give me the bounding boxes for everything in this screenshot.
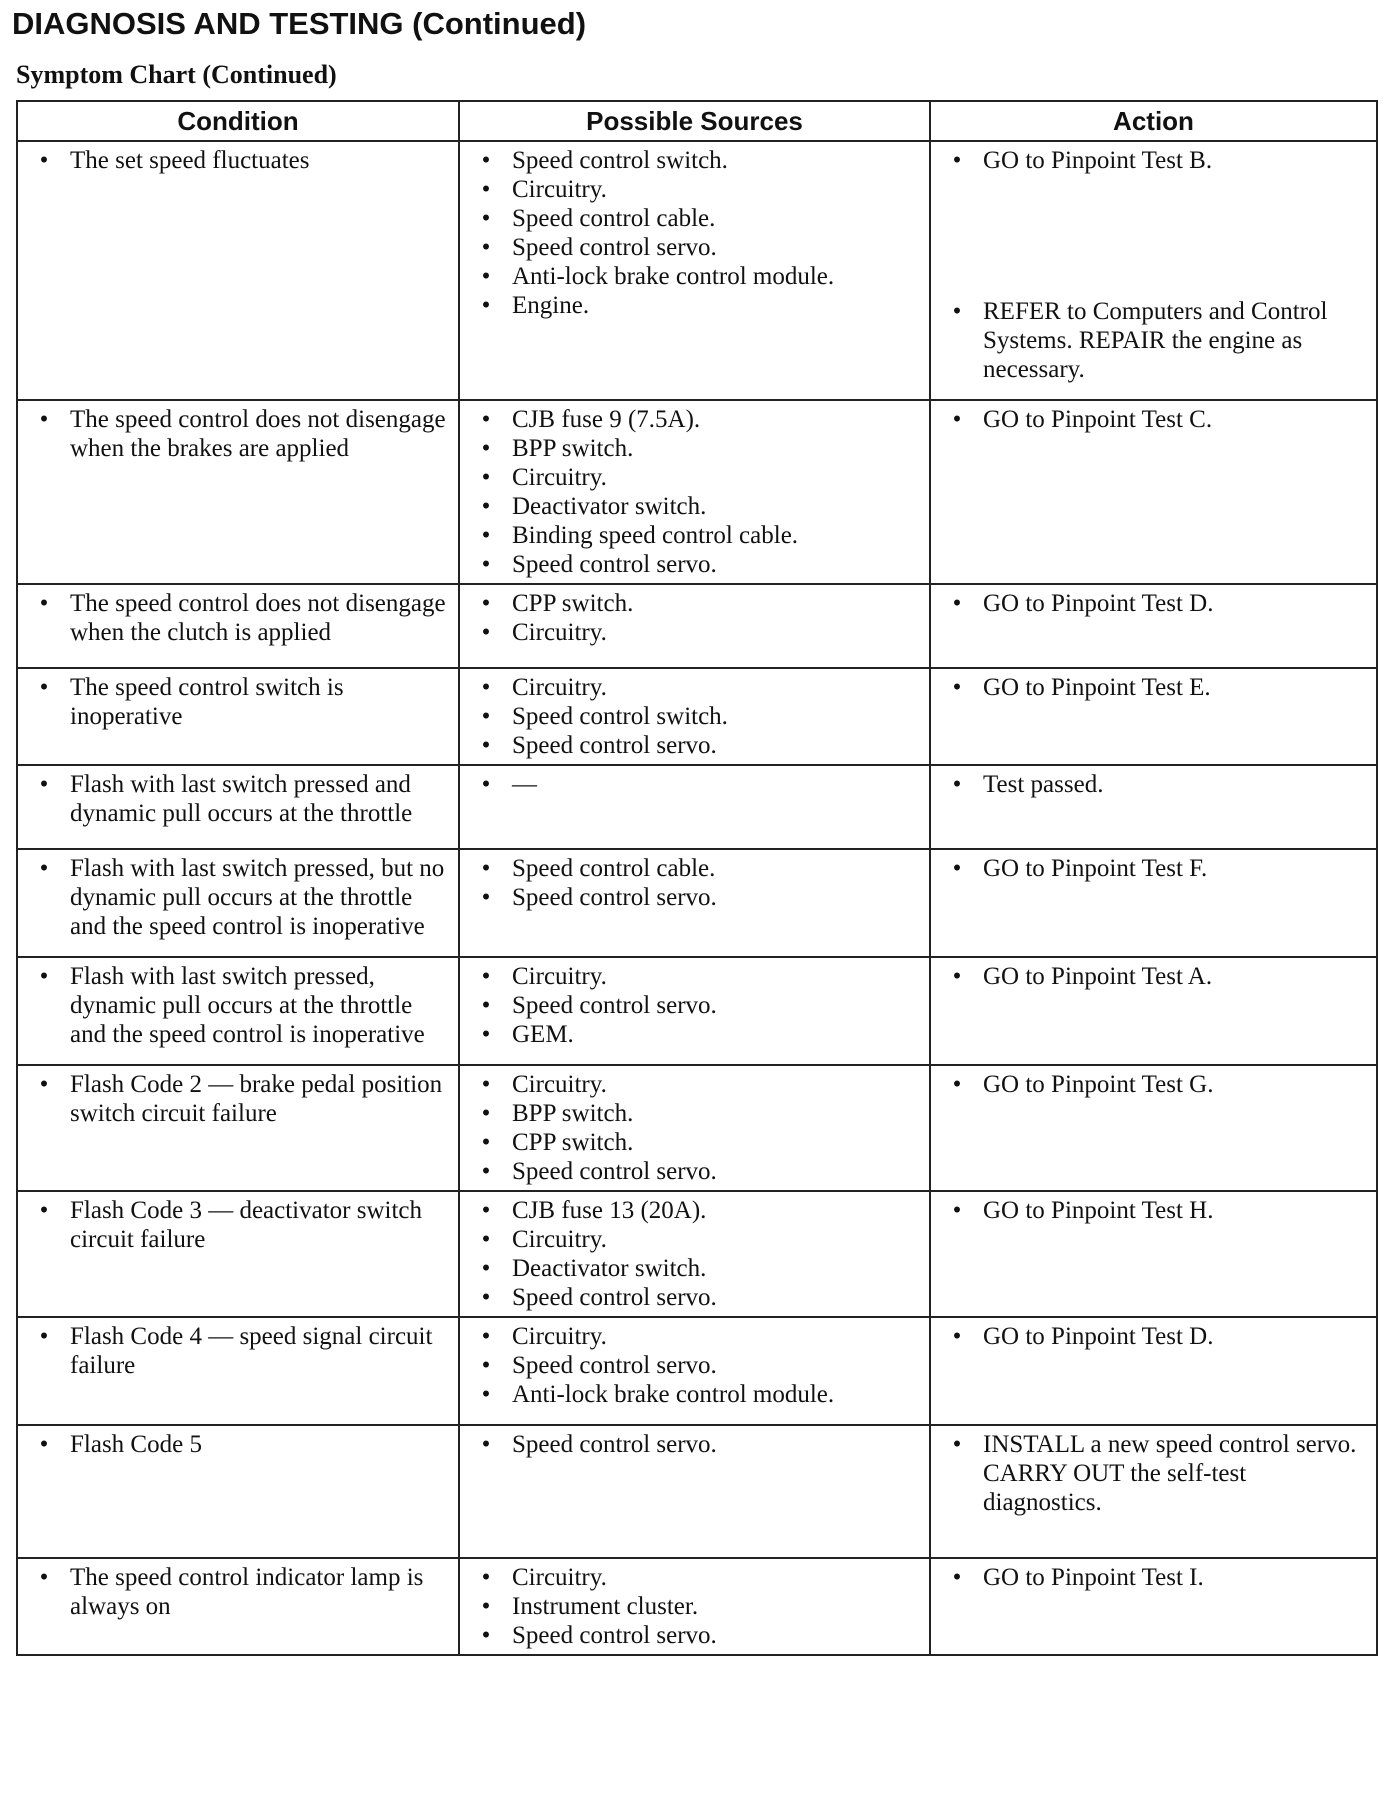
table-row: [17, 141, 1377, 400]
sources-text: CPP switch.: [512, 590, 634, 617]
bullet-icon: •: [39, 963, 49, 990]
sources-item: [470, 854, 919, 883]
actions-cell: [930, 1191, 1377, 1317]
sources-text: Circuitry.: [512, 963, 607, 990]
actions-text: GO to Pinpoint Test A.: [983, 963, 1213, 990]
sources-item: [470, 673, 919, 702]
condition-item: [28, 673, 448, 731]
bullet-icon: •: [481, 1100, 491, 1127]
condition-cell: [17, 400, 459, 584]
condition-list: [28, 1322, 448, 1380]
sources-cell: [459, 1425, 930, 1558]
bullet-icon: •: [481, 1021, 491, 1048]
condition-list: [28, 673, 448, 731]
sources-cell: [459, 141, 930, 400]
actions-text: GO to Pinpoint Test G.: [983, 1071, 1214, 1098]
condition-list: [28, 1196, 448, 1254]
bullet-icon: •: [481, 590, 491, 617]
sources-text: Speed control servo.: [512, 732, 717, 759]
actions-list: [941, 1070, 1366, 1099]
bullet-icon: •: [481, 1226, 491, 1253]
condition-item: [28, 405, 448, 463]
sources-cell: [459, 765, 930, 849]
sources-item: [470, 962, 919, 991]
condition-list: [28, 962, 448, 1049]
section-heading: DIAGNOSIS AND TESTING (Continued): [12, 6, 587, 41]
condition-item: [28, 1563, 448, 1621]
condition-cell: [17, 668, 459, 765]
actions-list: [941, 1322, 1366, 1351]
sources-list: [470, 1196, 919, 1312]
bullet-icon: •: [39, 406, 49, 433]
sources-item: [470, 1157, 919, 1186]
sources-item: [470, 1621, 919, 1650]
condition-cell: [17, 584, 459, 668]
actions-list: [941, 405, 1366, 434]
sources-item: [470, 1128, 919, 1157]
condition-list: [28, 770, 448, 828]
sources-text: Speed control switch.: [512, 703, 728, 730]
condition-cell: [17, 957, 459, 1065]
sources-item: [470, 991, 919, 1020]
sources-item: [470, 731, 919, 760]
condition-cell: [17, 1317, 459, 1425]
bullet-icon: •: [481, 263, 491, 290]
condition-cell: [17, 141, 459, 400]
actions-item: [941, 962, 1366, 991]
condition-item: [28, 1196, 448, 1254]
sources-text: Binding speed control cable.: [512, 522, 799, 549]
condition-item: [28, 1430, 448, 1459]
bullet-icon: •: [481, 1381, 491, 1408]
condition-text: The set speed fluctuates: [70, 147, 310, 174]
sources-text: Speed control servo.: [512, 1622, 717, 1649]
bullet-icon: •: [481, 1352, 491, 1379]
sources-text: Circuitry.: [512, 674, 607, 701]
bullet-icon: •: [481, 551, 491, 578]
actions-cell: [930, 1317, 1377, 1425]
condition-list: [28, 1563, 448, 1621]
condition-item: [28, 146, 448, 175]
sources-text: Engine.: [512, 292, 590, 319]
column-header-possible-sources: Possible Sources: [459, 101, 930, 141]
sources-text: Anti-lock brake control module.: [512, 1381, 835, 1408]
actions-item: [941, 146, 1366, 175]
actions-text: GO to Pinpoint Test E.: [983, 674, 1211, 701]
actions-text: GO to Pinpoint Test C.: [983, 406, 1213, 433]
sources-text: Speed control servo.: [512, 884, 717, 911]
actions-item: [941, 1563, 1366, 1592]
sources-text: Speed control cable.: [512, 855, 716, 882]
sources-item: [470, 1563, 919, 1592]
sources-list: [470, 1322, 919, 1409]
sources-text: Speed control servo.: [512, 1352, 717, 1379]
sources-list: [470, 673, 919, 760]
sources-item: [470, 1322, 919, 1351]
actions-text: GO to Pinpoint Test B.: [983, 147, 1213, 174]
sources-item: [470, 405, 919, 434]
condition-text: The speed control does not disengage when the brakes are applied: [70, 406, 446, 462]
actions-text: Test passed.: [983, 771, 1104, 798]
condition-list: [28, 589, 448, 647]
sources-list: [470, 770, 919, 799]
sources-item: [470, 1070, 919, 1099]
actions-cell: [930, 765, 1377, 849]
sources-cell: [459, 584, 930, 668]
bullet-icon: •: [481, 1622, 491, 1649]
actions-list: [941, 146, 1366, 384]
sources-cell: [459, 400, 930, 584]
bullet-icon: •: [481, 1129, 491, 1156]
sources-text: GEM.: [512, 1021, 574, 1048]
sources-text: Circuitry.: [512, 464, 607, 491]
sources-item: [470, 146, 919, 175]
bullet-icon: •: [39, 1564, 49, 1591]
condition-item: [28, 770, 448, 828]
chart-title: Symptom Chart (Continued): [16, 60, 337, 89]
bullet-icon: •: [952, 147, 962, 174]
condition-text: The speed control does not disengage when the clutch is applied: [70, 590, 446, 646]
sources-text: Speed control servo.: [512, 551, 717, 578]
sources-text: Circuitry.: [512, 1226, 607, 1253]
condition-cell: [17, 1558, 459, 1655]
condition-text: Flash Code 5: [70, 1431, 202, 1458]
condition-text: Flash with last switch pressed, but no dynamic pull occurs at the throttle and the speed control is inoperative: [70, 855, 445, 940]
table-row: [17, 1065, 1377, 1191]
sources-text: Speed control servo.: [512, 1158, 717, 1185]
table-body: [17, 141, 1377, 1655]
actions-list: [941, 962, 1366, 991]
bullet-icon: •: [481, 205, 491, 232]
bullet-icon: •: [481, 1593, 491, 1620]
bullet-icon: •: [481, 522, 491, 549]
condition-text: The speed control indicator lamp is always on: [70, 1564, 424, 1620]
actions-item: [941, 1070, 1366, 1099]
condition-cell: [17, 1191, 459, 1317]
bullet-icon: •: [481, 674, 491, 701]
condition-text: Flash with last switch pressed, dynamic pull occurs at the throttle and the speed control is inoperative: [70, 963, 425, 1048]
condition-list: [28, 146, 448, 175]
sources-text: Speed control cable.: [512, 205, 716, 232]
bullet-icon: •: [481, 992, 491, 1019]
condition-item: [28, 854, 448, 941]
actions-item: [941, 1322, 1366, 1351]
symptom-chart-table: [16, 100, 1378, 1656]
sources-item: [470, 883, 919, 912]
sources-list: [470, 146, 919, 320]
sources-item: [470, 1254, 919, 1283]
bullet-icon: •: [481, 732, 491, 759]
condition-cell: [17, 765, 459, 849]
bullet-icon: •: [952, 1197, 962, 1224]
actions-cell: [930, 849, 1377, 957]
bullet-icon: •: [39, 1431, 49, 1458]
actions-cell: [930, 141, 1377, 400]
condition-cell: [17, 1425, 459, 1558]
actions-text: GO to Pinpoint Test D.: [983, 590, 1214, 617]
bullet-icon: •: [481, 406, 491, 433]
bullet-icon: •: [39, 855, 49, 882]
sources-text: Speed control servo.: [512, 234, 717, 261]
condition-list: [28, 405, 448, 463]
bullet-icon: •: [39, 1197, 49, 1224]
sources-list: [470, 962, 919, 1049]
bullet-icon: •: [481, 1284, 491, 1311]
bullet-icon: •: [481, 1431, 491, 1458]
actions-text: REFER to Computers and Control Systems. REPAIR the engine as necessary.: [983, 298, 1328, 383]
sources-item: [470, 550, 919, 579]
condition-item: [28, 1070, 448, 1128]
condition-list: [28, 854, 448, 941]
sources-item: [470, 175, 919, 204]
table-row: [17, 584, 1377, 668]
column-header-condition: Condition: [17, 101, 459, 141]
sources-item: [470, 1380, 919, 1409]
table-row: [17, 400, 1377, 584]
sources-list: [470, 589, 919, 647]
sources-text: BPP switch.: [512, 1100, 634, 1127]
actions-item: [941, 770, 1366, 799]
condition-text: Flash Code 2 — brake pedal position switch circuit failure: [70, 1071, 443, 1127]
actions-cell: [930, 1425, 1377, 1558]
table-row: [17, 1558, 1377, 1655]
bullet-icon: •: [481, 703, 491, 730]
bullet-icon: •: [39, 590, 49, 617]
table-row: [17, 668, 1377, 765]
actions-text: INSTALL a new speed control servo. CARRY OUT the self-test diagnostics.: [983, 1431, 1357, 1516]
sources-text: Speed control servo.: [512, 1431, 717, 1458]
sources-cell: [459, 1191, 930, 1317]
actions-cell: [930, 584, 1377, 668]
sources-item: [470, 702, 919, 731]
actions-list: [941, 854, 1366, 883]
actions-text: GO to Pinpoint Test I.: [983, 1564, 1204, 1591]
condition-item: [28, 962, 448, 1049]
actions-item: [941, 1430, 1366, 1517]
sources-list: [470, 854, 919, 912]
bullet-icon: •: [481, 771, 491, 798]
bullet-icon: •: [952, 963, 962, 990]
actions-item: [941, 1196, 1366, 1225]
sources-text: BPP switch.: [512, 435, 634, 462]
bullet-icon: •: [481, 1323, 491, 1350]
actions-list: [941, 1196, 1366, 1225]
sources-item: [470, 1351, 919, 1380]
sources-text: Instrument cluster.: [512, 1593, 699, 1620]
sources-item: [470, 770, 919, 799]
condition-text: Flash Code 3 — deactivator switch circuit failure: [70, 1197, 423, 1253]
bullet-icon: •: [39, 674, 49, 701]
condition-cell: [17, 849, 459, 957]
actions-item: [941, 589, 1366, 618]
bullet-icon: •: [952, 298, 962, 325]
actions-list: [941, 1563, 1366, 1592]
actions-list: [941, 770, 1366, 799]
sources-item: [470, 1225, 919, 1254]
bullet-icon: •: [39, 1323, 49, 1350]
sources-text: Circuitry.: [512, 176, 607, 203]
sources-item: [470, 262, 919, 291]
sources-list: [470, 1563, 919, 1650]
bullet-icon: •: [481, 963, 491, 990]
actions-cell: [930, 957, 1377, 1065]
sources-item: [470, 618, 919, 647]
bullet-icon: •: [481, 619, 491, 646]
sources-item: [470, 291, 919, 320]
sources-list: [470, 1070, 919, 1186]
actions-cell: [930, 1558, 1377, 1655]
sources-text: CPP switch.: [512, 1129, 634, 1156]
actions-list: [941, 589, 1366, 618]
bullet-icon: •: [481, 1255, 491, 1282]
sources-item: [470, 463, 919, 492]
sources-text: Circuitry.: [512, 1564, 607, 1591]
bullet-icon: •: [481, 884, 491, 911]
sources-cell: [459, 957, 930, 1065]
actions-item: [941, 405, 1366, 434]
actions-text: GO to Pinpoint Test H.: [983, 1197, 1214, 1224]
bullet-icon: •: [39, 1071, 49, 1098]
sources-list: [470, 405, 919, 579]
condition-list: [28, 1070, 448, 1128]
bullet-icon: •: [481, 147, 491, 174]
actions-text: GO to Pinpoint Test D.: [983, 1323, 1214, 1350]
bullet-icon: •: [39, 147, 49, 174]
spacer: [941, 175, 1366, 297]
actions-cell: [930, 400, 1377, 584]
actions-text: GO to Pinpoint Test F.: [983, 855, 1208, 882]
bullet-icon: •: [481, 1071, 491, 1098]
bullet-icon: •: [952, 590, 962, 617]
bullet-icon: •: [952, 674, 962, 701]
bullet-icon: •: [952, 1071, 962, 1098]
column-header-action: Action: [930, 101, 1377, 141]
sources-text: Anti-lock brake control module.: [512, 263, 835, 290]
table-row: [17, 1425, 1377, 1558]
bullet-icon: •: [481, 435, 491, 462]
sources-text: Circuitry.: [512, 619, 607, 646]
sources-text: CJB fuse 9 (7.5A).: [512, 406, 701, 433]
sources-item: [470, 1099, 919, 1128]
bullet-icon: •: [481, 493, 491, 520]
bullet-icon: •: [952, 771, 962, 798]
actions-list: [941, 1430, 1366, 1517]
sources-text: CJB fuse 13 (20A).: [512, 1197, 707, 1224]
sources-cell: [459, 1317, 930, 1425]
sources-item: [470, 434, 919, 463]
table-row: [17, 1191, 1377, 1317]
sources-text: Speed control switch.: [512, 147, 728, 174]
actions-cell: [930, 1065, 1377, 1191]
sources-text: Circuitry.: [512, 1323, 607, 1350]
bullet-icon: •: [952, 1564, 962, 1591]
bullet-icon: •: [481, 176, 491, 203]
condition-list: [28, 1430, 448, 1459]
sources-item: [470, 589, 919, 618]
table-row: [17, 765, 1377, 849]
bullet-icon: •: [952, 1431, 962, 1458]
actions-list: [941, 673, 1366, 702]
sources-item: [470, 1430, 919, 1459]
sources-list: [470, 1430, 919, 1459]
bullet-icon: •: [952, 406, 962, 433]
sources-text: Deactivator switch.: [512, 1255, 707, 1282]
sources-cell: [459, 849, 930, 957]
condition-cell: [17, 1065, 459, 1191]
actions-cell: [930, 668, 1377, 765]
sources-item: [470, 521, 919, 550]
sources-cell: [459, 1558, 930, 1655]
bullet-icon: •: [952, 1323, 962, 1350]
bullet-icon: •: [481, 1158, 491, 1185]
bullet-icon: •: [481, 464, 491, 491]
table-row: [17, 849, 1377, 957]
sources-item: [470, 1196, 919, 1225]
condition-item: [28, 589, 448, 647]
condition-text: Flash with last switch pressed and dynamic pull occurs at the throttle: [70, 771, 413, 827]
sources-text: —: [512, 771, 537, 798]
bullet-icon: •: [481, 1564, 491, 1591]
header-row: [17, 101, 1377, 141]
sources-item: [470, 1283, 919, 1312]
sources-text: Circuitry.: [512, 1071, 607, 1098]
condition-text: The speed control switch is inoperative: [70, 674, 344, 730]
bullet-icon: •: [481, 292, 491, 319]
condition-item: [28, 1322, 448, 1380]
sources-item: [470, 492, 919, 521]
bullet-icon: •: [481, 855, 491, 882]
condition-text: Flash Code 4 — speed signal circuit failure: [70, 1323, 433, 1379]
sources-item: [470, 1592, 919, 1621]
bullet-icon: •: [39, 771, 49, 798]
table-row: [17, 1317, 1377, 1425]
sources-cell: [459, 1065, 930, 1191]
sources-cell: [459, 668, 930, 765]
bullet-icon: •: [481, 234, 491, 261]
sources-item: [470, 1020, 919, 1049]
bullet-icon: •: [481, 1197, 491, 1224]
bullet-icon: •: [952, 855, 962, 882]
actions-item: [941, 854, 1366, 883]
table-row: [17, 957, 1377, 1065]
sources-text: Speed control servo.: [512, 1284, 717, 1311]
actions-item: [941, 673, 1366, 702]
sources-item: [470, 204, 919, 233]
actions-item: [941, 297, 1366, 384]
sources-text: Deactivator switch.: [512, 493, 707, 520]
sources-text: Speed control servo.: [512, 992, 717, 1019]
sources-item: [470, 233, 919, 262]
